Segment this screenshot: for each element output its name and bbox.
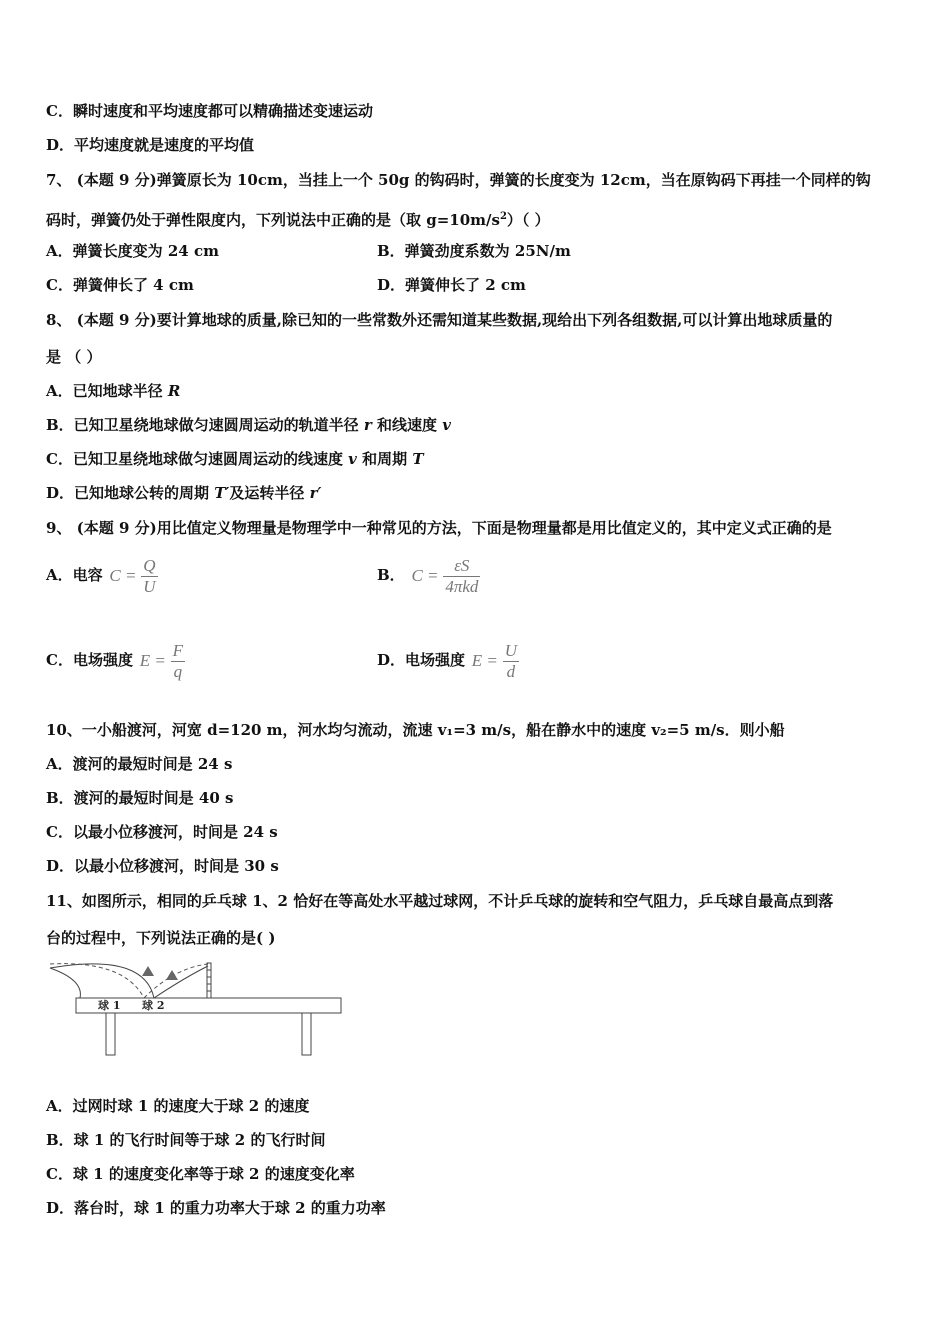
q8C-var2: T — [412, 450, 424, 468]
q9C-label: C．电场强度 — [46, 651, 133, 669]
q9B-lhs: C = — [411, 566, 439, 585]
ball2-label: 球 2 — [142, 999, 165, 1012]
table-leg-left — [106, 1013, 115, 1055]
question-7-line1: 7、 (本题 9 分)弹簧原长为 10cm，当挂上一个 50g 的钩码时，弹簧的长度变为 12cm，当在原钩码下再挂一个同样的钩 — [46, 171, 871, 189]
option-7C: C．弹簧伸长了 4 cm — [46, 276, 194, 294]
q8B-var1: r — [363, 416, 372, 434]
q8A-var: R — [167, 382, 181, 400]
ball1-trajectory — [50, 964, 154, 998]
q8B-mid: 和线速度 — [371, 416, 443, 434]
q9D-num: U — [504, 640, 517, 660]
option-7B: B．弹簧劲度系数为 25N/m — [377, 242, 571, 260]
option-6D: D．平均速度就是速度的平均值 — [46, 136, 255, 154]
option-9D — [377, 640, 519, 682]
option-9C — [46, 640, 185, 682]
question-11-line2: 台的过程中，下列说法正确的是( ) — [46, 929, 276, 947]
question-10: 10、一小船渡河，河宽 d=120 m，河水均匀流动，流速 v₁=3 m/s，船在静水中的速度 v₂=5 m/s．则小船 — [46, 721, 785, 739]
q8C-var1: v — [348, 450, 357, 468]
q9B-num: εS — [454, 555, 470, 575]
q7-text-end: ）（ ） — [506, 211, 550, 229]
question-8-line2: 是 （ ） — [46, 348, 102, 366]
table-tennis-figure — [44, 958, 349, 1058]
option-11B: B．球 1 的飞行时间等于球 2 的飞行时间 — [46, 1131, 326, 1149]
option-8D — [46, 483, 321, 503]
ball1-trajectory-left — [50, 968, 80, 998]
table-leg-right — [302, 1013, 311, 1055]
q9C-fraction — [171, 641, 185, 682]
q9C-lhs: E = — [139, 651, 166, 670]
q9B-fraction — [443, 556, 480, 597]
q8D-var2: r′ — [309, 484, 322, 502]
question-8-line1: 8、 (本题 9 分)要计算地球的质量,除已知的一些常数外还需知道某些数据,现给出下列各组数据,可以计算出地球质量的 — [46, 311, 833, 329]
arrow-icon-1 — [142, 966, 154, 976]
option-8A — [46, 381, 180, 401]
q8B-var2: v — [442, 416, 451, 434]
q9A-num: Q — [143, 555, 156, 575]
q9A-fraction — [141, 556, 157, 597]
question-9: 9、 (本题 9 分)用比值定义物理量是物理学中一种常见的方法，下面是物理量都是用比值定义的，其中定义式正确的是 — [46, 519, 832, 537]
q9D-fraction — [503, 641, 519, 682]
q9B-den: 4πkd — [445, 576, 479, 596]
q8C-text: C．已知卫星绕地球做匀速圆周运动的线速度 — [46, 450, 349, 468]
q8A-text: A．已知地球半径 — [46, 382, 168, 400]
q9D-label: D．电场强度 — [377, 651, 466, 669]
q8D-text: D．已知地球公转的周期 — [46, 484, 215, 502]
option-6C: C．瞬时速度和平均速度都可以精确描述变速运动 — [46, 102, 373, 120]
option-7A: A．弹簧长度变为 24 cm — [46, 242, 219, 260]
q9C-num: F — [172, 640, 184, 660]
q9A-label: A．电容 — [46, 566, 103, 584]
arrow-icon-2 — [166, 970, 178, 980]
question-11-line1: 11、如图所示，相同的乒乓球 1、2 恰好在等高处水平越过球网，不计乒乓球的旋转和空气阻力，乒乓球自最高点到落 — [46, 892, 834, 910]
ball2-trajectory-right — [144, 964, 208, 998]
q9D-den: d — [503, 661, 519, 682]
ball1-label: 球 1 — [98, 999, 121, 1012]
option-8B — [46, 415, 451, 435]
option-9B — [377, 555, 480, 597]
option-10D: D．以最小位移渡河，时间是 30 s — [46, 857, 279, 875]
net — [207, 963, 211, 998]
question-7-line2 — [46, 207, 550, 230]
q9A-den: U — [143, 576, 156, 596]
q7-text: 码时，弹簧仍处于弹性限度内，下列说法中正确的是（取 g=10m/s — [46, 211, 500, 229]
q8B-text: B．已知卫星绕地球做匀速圆周运动的轨道半径 — [46, 416, 364, 434]
q9C-den: q — [171, 661, 185, 682]
option-9A — [46, 555, 158, 597]
q9B-label: B． — [377, 566, 405, 584]
q9A-lhs: C = — [109, 566, 137, 585]
q7-sup: 2 — [499, 211, 507, 222]
option-10A: A．渡河的最短时间是 24 s — [46, 755, 233, 773]
q8D-var1: T′ — [214, 484, 230, 502]
option-11D: D．落台时，球 1 的重力功率大于球 2 的重力功率 — [46, 1199, 386, 1217]
q9D-lhs: E = — [471, 651, 498, 670]
q8D-mid: 及运转半径 — [229, 484, 310, 502]
option-7D: D．弹簧伸长了 2 cm — [377, 276, 526, 294]
option-11C: C．球 1 的速度变化率等于球 2 的速度变化率 — [46, 1165, 355, 1183]
option-10C: C．以最小位移渡河，时间是 24 s — [46, 823, 278, 841]
q8C-mid: 和周期 — [356, 450, 413, 468]
ball2-trajectory — [50, 964, 144, 998]
option-11A: A．过网时球 1 的速度大于球 2 的速度 — [46, 1097, 310, 1115]
option-8C — [46, 449, 424, 469]
option-10B: B．渡河的最短时间是 40 s — [46, 789, 234, 807]
